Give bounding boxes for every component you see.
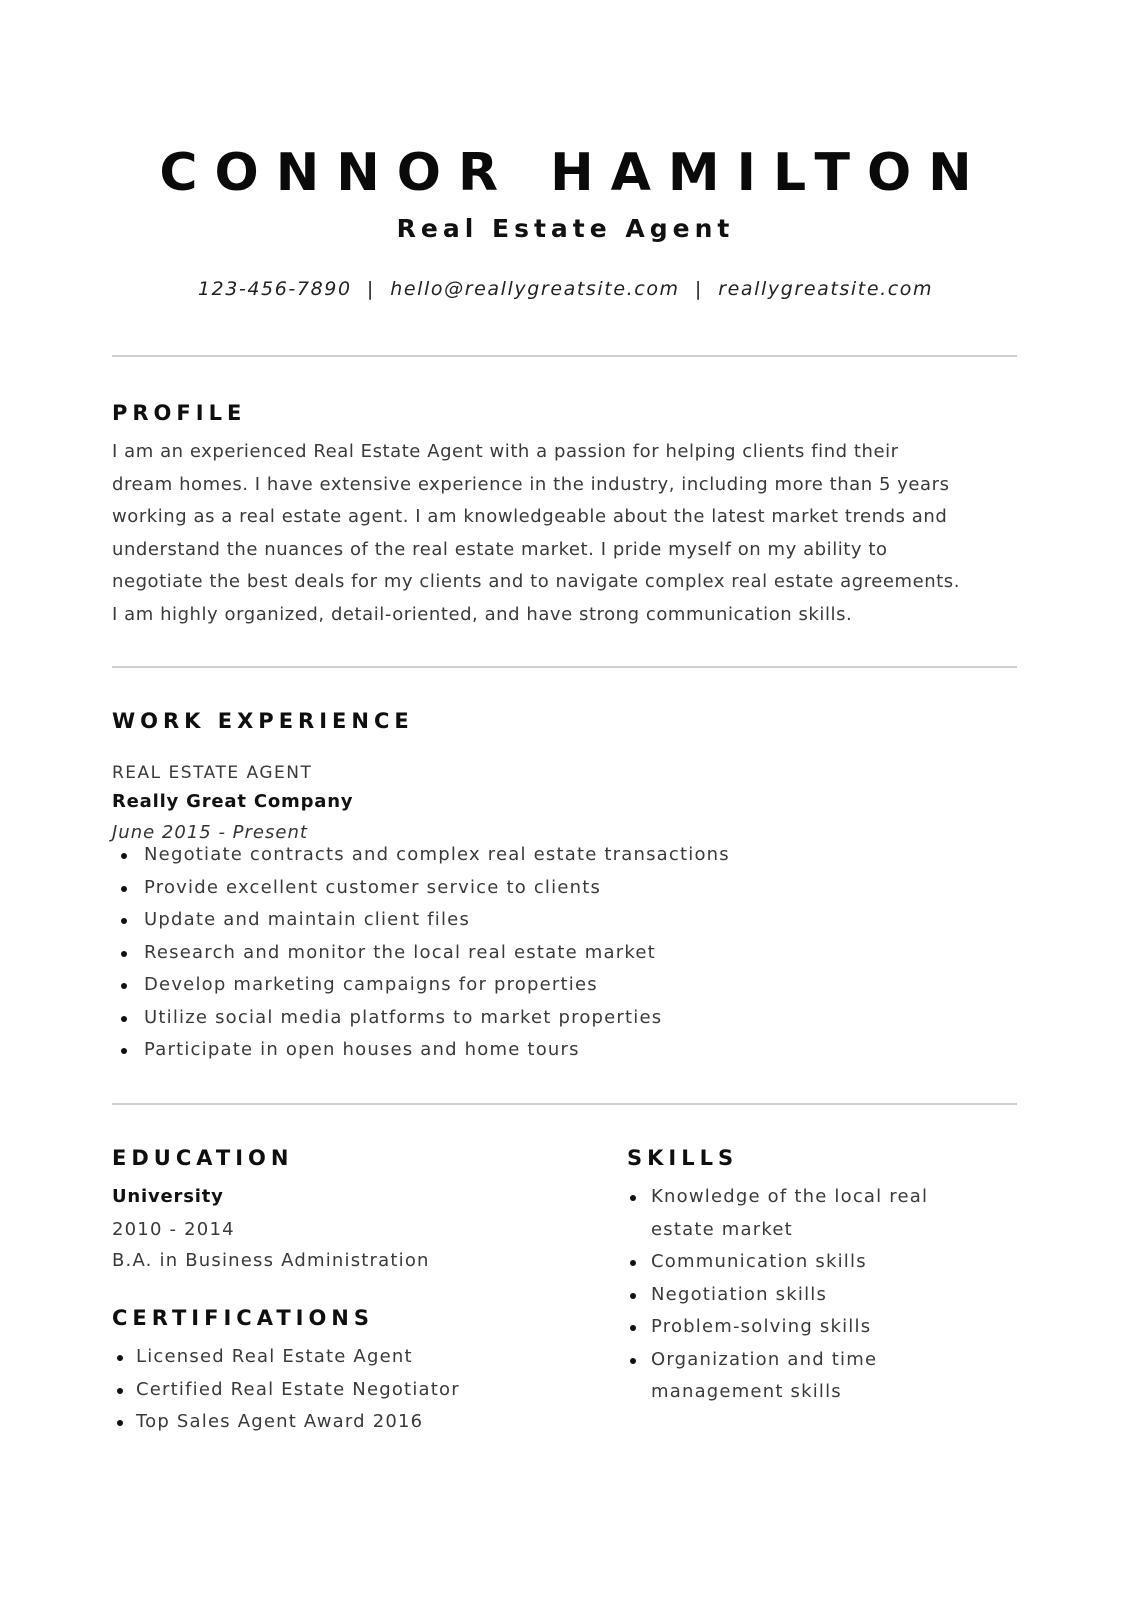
list-item: Organization and time xyxy=(651,1344,928,1377)
candidate-name: CONNOR HAMILTON xyxy=(159,143,989,203)
list-item: Utilize social media platforms to market properties xyxy=(144,1002,730,1035)
job-duties-list xyxy=(144,839,730,1067)
list-item: Certified Real Estate Negotiator xyxy=(136,1374,460,1407)
bullet-icon xyxy=(121,983,127,989)
list-item: Licensed Real Estate Agent xyxy=(136,1341,460,1374)
bullet-icon xyxy=(630,1293,636,1299)
section-heading-profile: PROFILE xyxy=(112,401,247,425)
list-item: Problem-solving skills xyxy=(651,1311,928,1344)
section-heading-education: EDUCATION xyxy=(112,1146,294,1170)
profile-line: working as a real estate agent. I am knowledgeable about the latest market trends and xyxy=(112,506,948,527)
bullet-icon xyxy=(121,1016,127,1022)
certifications-list xyxy=(136,1341,460,1439)
bullet-icon xyxy=(630,1325,636,1331)
bullet-icon xyxy=(117,1420,123,1426)
list-item: Update and maintain client files xyxy=(144,904,730,937)
profile-paragraph xyxy=(112,436,1032,631)
bullet-icon xyxy=(630,1358,636,1364)
list-item: Research and monitor the local real estate market xyxy=(144,937,730,970)
section-heading-work-experience: WORK EXPERIENCE xyxy=(112,709,414,733)
bullet-icon xyxy=(630,1195,636,1201)
list-item: Negotiate contracts and complex real estate transactions xyxy=(144,839,730,872)
bullet-icon xyxy=(117,1388,123,1394)
divider xyxy=(112,666,1017,668)
section-heading-skills: SKILLS xyxy=(627,1146,739,1170)
education-school: University xyxy=(112,1186,224,1207)
skills-list xyxy=(651,1181,928,1409)
job-company: Really Great Company xyxy=(112,791,354,812)
job-dates: June 2015 - Present xyxy=(112,822,308,843)
list-item: Knowledge of the local real xyxy=(651,1181,928,1214)
job-title: Real Estate Agent xyxy=(396,214,735,243)
profile-line: dream homes. I have extensive experience in the industry, including more than 5 years xyxy=(112,473,950,495)
bullet-icon xyxy=(121,951,127,957)
bullet-icon xyxy=(117,1355,123,1361)
bullet-icon xyxy=(121,853,127,859)
bullet-icon xyxy=(121,918,127,924)
list-item-continuation: management skills xyxy=(651,1381,842,1402)
profile-line: I am an experienced Real Estate Agent with a passion for helping clients find their xyxy=(112,441,899,462)
list-item-continuation: estate market xyxy=(651,1218,793,1240)
list-item: Communication skills xyxy=(651,1246,928,1279)
divider xyxy=(112,1103,1017,1105)
profile-line: negotiate the best deals for my clients and to navigate complex real estate agreements. xyxy=(112,571,960,592)
bullet-icon xyxy=(630,1260,636,1266)
list-item: Negotiation skills xyxy=(651,1279,928,1312)
bullet-icon xyxy=(121,886,127,892)
education-years: 2010 - 2014 xyxy=(112,1219,235,1240)
list-item: Top Sales Agent Award 2016 xyxy=(136,1406,460,1439)
job-role: REAL ESTATE AGENT xyxy=(112,763,313,783)
list-item: Develop marketing campaigns for properties xyxy=(144,969,730,1002)
list-item: Provide excellent customer service to clients xyxy=(144,872,730,905)
list-item: Participate in open houses and home tours xyxy=(144,1034,730,1067)
bullet-icon xyxy=(121,1048,127,1054)
section-heading-certifications: CERTIFICATIONS xyxy=(112,1306,375,1330)
education-degree: B.A. in Business Administration xyxy=(112,1250,430,1271)
divider xyxy=(112,355,1017,357)
profile-line: I am highly organized, detail-oriented, and have strong communication skills. xyxy=(112,603,853,625)
profile-line: understand the nuances of the real estate market. I pride myself on my ability to xyxy=(112,538,888,560)
contact-line: 123-456-7890 | hello@reallygreatsite.com | reallygreatsite.com xyxy=(197,278,934,300)
